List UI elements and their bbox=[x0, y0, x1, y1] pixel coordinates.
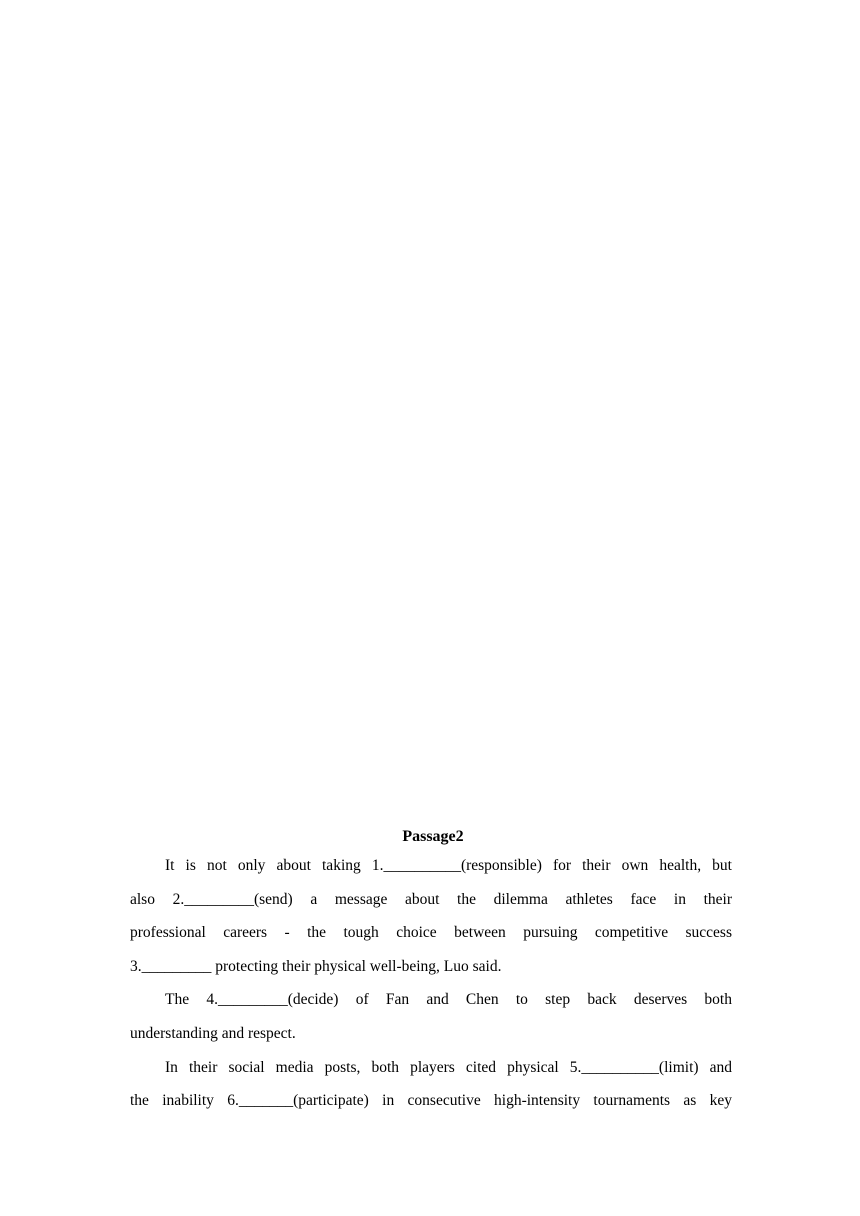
paragraph-line: professional careers - the tough choice between pursuing competitive success bbox=[130, 924, 732, 942]
passage-title: Passage2 bbox=[402, 828, 464, 845]
paragraph-line: The 4._________(decide) of Fan and Chen to step back deserves both bbox=[165, 991, 732, 1009]
paragraph-line: 3._________ protecting their physical well-being, Luo said. bbox=[130, 957, 502, 975]
paragraph-1 bbox=[130, 849, 732, 983]
paragraph-line: the inability 6._______(participate) in consecutive high-intensity tournaments as key bbox=[130, 1092, 732, 1110]
paragraph-3 bbox=[130, 1051, 732, 1118]
paragraph-2 bbox=[130, 983, 732, 1050]
paragraph-line: also 2._________(send) a message about the dilemma athletes face in their bbox=[130, 890, 732, 908]
paragraph-line: It is not only about taking 1.__________(responsible) for their own health, but bbox=[165, 857, 732, 874]
passage bbox=[130, 826, 732, 1118]
paragraph-line: In their social media posts, both players cited physical 5.__________(limit) and bbox=[165, 1058, 732, 1076]
paragraph-line: understanding and respect. bbox=[130, 1024, 296, 1042]
